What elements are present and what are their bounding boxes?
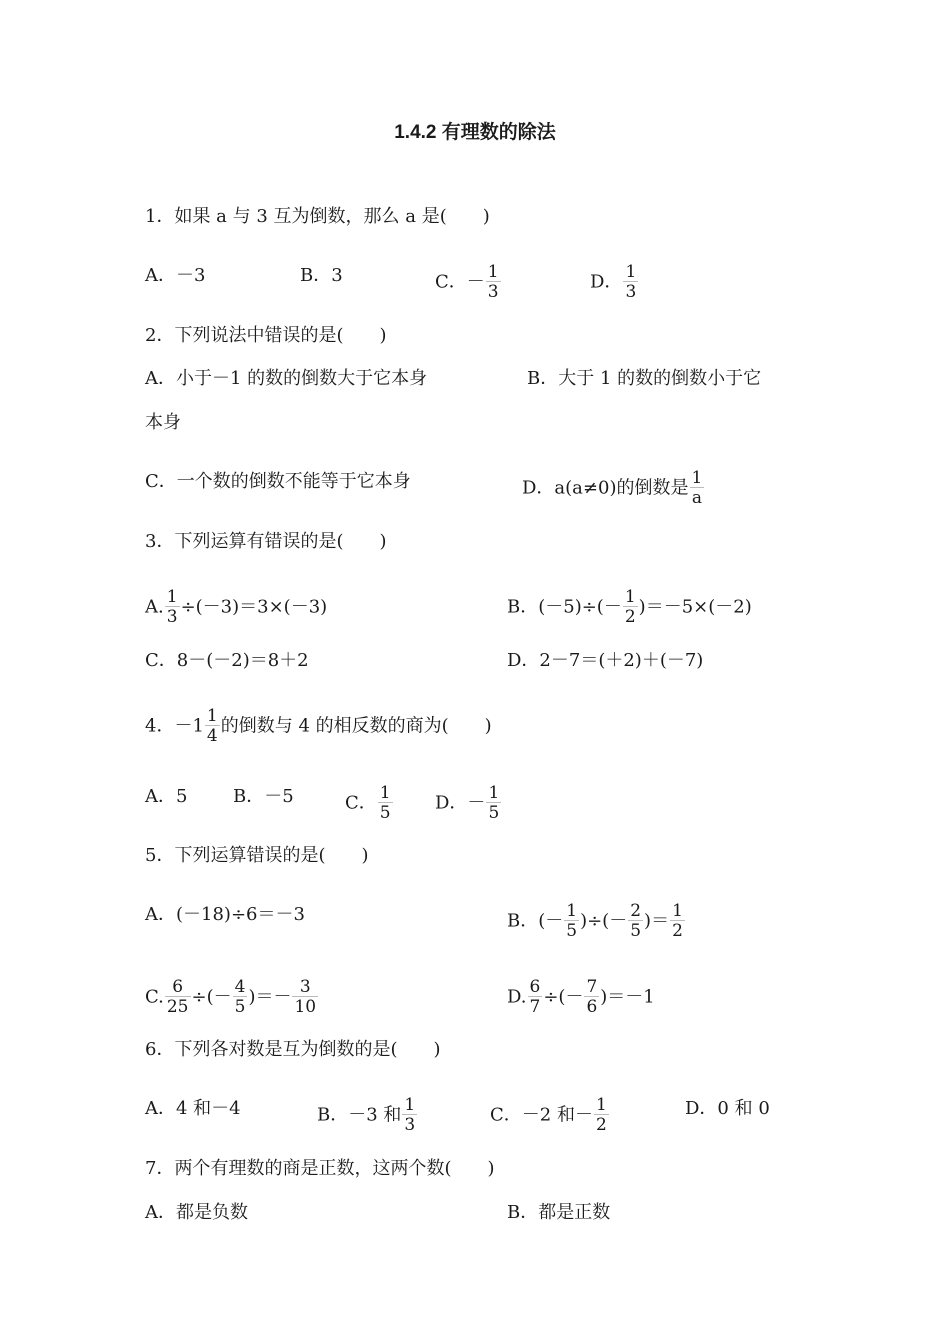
fraction [402, 1097, 417, 1134]
q5-stem: 5．下列运算错误的是( ) [145, 845, 369, 866]
q1-option-c [435, 264, 502, 301]
fraction [378, 785, 393, 822]
q1-stem: 1．如果 a 与 3 互为倒数，那么 a 是( ) [145, 206, 490, 227]
q2-option-d [522, 470, 705, 507]
q4-option-b: B．－5 [233, 786, 294, 807]
q2-stem: 2．下列说法中错误的是( ) [145, 325, 387, 346]
fraction [623, 264, 638, 301]
q1-option-c-label: C．－ [435, 271, 485, 293]
q4-stem-text: 的倒数与 4 的相反数的商为( ) [220, 715, 492, 737]
q6-option-c [490, 1097, 610, 1134]
numerator: 1 [625, 262, 637, 282]
fraction [292, 979, 318, 1016]
numerator: 1 [691, 468, 703, 488]
fraction [689, 470, 704, 507]
denominator: a [691, 488, 702, 508]
denominator: 3 [625, 282, 637, 302]
fraction [564, 903, 579, 940]
q4-option-d-label: D．－ [435, 792, 486, 814]
fraction [205, 708, 220, 745]
q3-option-b-expression: )＝－5×(－2) [638, 596, 752, 618]
denominator: 7 [529, 997, 541, 1017]
denominator: 3 [487, 282, 499, 302]
q6-option-a: A．4 和－4 [145, 1098, 241, 1119]
q3-option-a [145, 589, 327, 626]
denominator: 10 [294, 997, 317, 1017]
q7-option-b: B．都是正数 [507, 1202, 611, 1223]
denominator: 5 [630, 921, 642, 941]
q2-option-a: A．小于－1 的数的倒数大于它本身 [145, 368, 428, 389]
q6-option-d: D．0 和 0 [685, 1098, 770, 1119]
denominator: 2 [672, 921, 683, 941]
numerator: 4 [234, 977, 246, 997]
q2-option-c: C．一个数的倒数不能等于它本身 [145, 471, 411, 492]
q5-option-c-equals: )＝－ [248, 986, 292, 1008]
denominator: 2 [624, 607, 636, 627]
numerator: 1 [379, 783, 391, 803]
q2-option-d-label: D．a(a≠0)的倒数是 [522, 477, 689, 499]
fraction [628, 903, 643, 940]
numerator: 1 [624, 587, 636, 607]
denominator: 5 [566, 921, 578, 941]
fraction [584, 979, 599, 1016]
fraction [165, 589, 180, 626]
numerator: 1 [206, 706, 218, 726]
denominator: 3 [404, 1115, 416, 1135]
numerator: 1 [566, 901, 578, 921]
fraction [670, 903, 685, 940]
q5-option-d [507, 979, 655, 1016]
q6-option-c-label: C．－2 和－ [490, 1104, 593, 1126]
denominator: 6 [586, 997, 598, 1017]
q7-stem: 7．两个有理数的商是正数，这两个数( ) [145, 1158, 495, 1179]
q5-option-c [145, 979, 319, 1016]
q1-option-a: A．－3 [145, 265, 206, 286]
q4-option-c-label: C． [345, 792, 377, 814]
q2-option-b: B．大于 1 的数的倒数小于它 [527, 368, 762, 389]
page-title: 1.4.2 有理数的除法 [394, 122, 556, 143]
q5-option-d-label: D. [507, 986, 527, 1008]
q5-option-b-label: B．(－ [507, 910, 564, 932]
q5-option-c-label: C. [145, 986, 164, 1008]
denominator: 5 [379, 803, 391, 823]
q3-option-d: D．2－7＝(＋2)＋(－7) [507, 650, 704, 671]
q7-option-a: A．都是负数 [145, 1202, 248, 1223]
q4-option-a: A．5 [145, 786, 188, 807]
fraction [623, 589, 638, 626]
numerator: 1 [672, 901, 683, 921]
fraction [528, 979, 543, 1016]
q2-option-b-continued: 本身 [145, 412, 181, 433]
denominator: 4 [206, 726, 218, 746]
denominator: 5 [234, 997, 246, 1017]
numerator: 1 [166, 587, 178, 607]
q3-option-c: C．8－(－2)＝8＋2 [145, 650, 309, 671]
q5-option-b-operator: )÷(－ [580, 910, 628, 932]
numerator: 7 [586, 977, 598, 997]
q1-option-d [590, 264, 639, 301]
q5-option-d-operator: ÷(－ [543, 986, 584, 1008]
numerator: 2 [630, 901, 642, 921]
denominator: 3 [166, 607, 178, 627]
q4-option-d [435, 785, 502, 822]
q3-option-a-expression: ÷(－3)＝3×(－3) [180, 596, 328, 618]
fraction [486, 785, 501, 822]
q5-option-b [507, 903, 686, 940]
q1-option-b: B．3 [300, 265, 343, 286]
numerator: 1 [487, 262, 499, 282]
numerator: 6 [172, 977, 184, 997]
q4-stem-prefix: 4．－1 [145, 715, 204, 737]
fraction [165, 979, 191, 1016]
q3-option-b-label: B．(－5)÷(－ [507, 596, 622, 618]
denominator: 2 [595, 1115, 607, 1135]
numerator: 1 [404, 1095, 416, 1115]
q4-stem [145, 708, 492, 745]
denominator: 25 [166, 997, 189, 1017]
q5-option-c-operator: ÷(－ [191, 986, 232, 1008]
q5-option-d-result: )＝－1 [600, 986, 655, 1008]
numerator: 1 [488, 783, 500, 803]
numerator: 1 [595, 1095, 607, 1115]
q6-option-b [317, 1097, 418, 1134]
q1-option-d-label: D． [590, 271, 623, 293]
fraction [594, 1097, 609, 1134]
q3-stem: 3．下列运算有错误的是( ) [145, 531, 387, 552]
q6-option-b-label: B．－3 和 [317, 1104, 402, 1126]
q5-option-a: A．(－18)÷6＝－3 [145, 904, 305, 925]
q6-stem: 6．下列各对数是互为倒数的是( ) [145, 1039, 441, 1060]
fraction [486, 264, 501, 301]
numerator: 3 [299, 977, 311, 997]
q5-option-b-equals: )＝ [644, 910, 670, 932]
q3-option-b [507, 589, 752, 626]
fraction [233, 979, 248, 1016]
numerator: 6 [529, 977, 541, 997]
denominator: 5 [488, 803, 500, 823]
q4-option-c [345, 785, 394, 822]
q3-option-a-label: A. [145, 596, 164, 618]
